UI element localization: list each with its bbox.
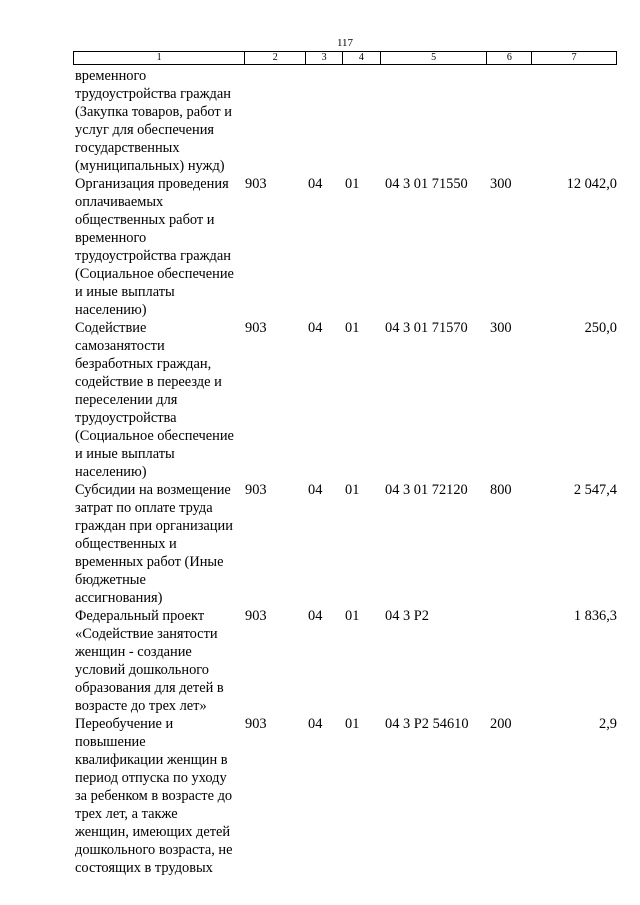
row-col-3: 04	[308, 320, 323, 336]
row-col-7: 250,0	[584, 320, 617, 336]
table-body	[73, 67, 617, 877]
row-col-4: 01	[345, 716, 360, 732]
table-row	[73, 715, 617, 877]
page-number: 117	[336, 37, 354, 49]
row-col-5: 04 3 01 71570	[385, 320, 468, 336]
row-col-5	[381, 67, 488, 175]
row-col-7: 1 836,3	[573, 608, 617, 624]
row-name: временного трудоустройства граждан (Закупка товаров, работ и услуг для обеспечения государственных (муниципальных) нужд)	[75, 68, 232, 174]
row-name: Содействие самозанятости безработных граждан, содействие в переезде и переселении для трудоустройства (Социальное обеспечение и иные выплаты населению)	[75, 320, 234, 480]
row-col-6: 300	[490, 320, 512, 336]
row-col-4: 01	[345, 320, 360, 336]
header-col-6: 6	[487, 52, 532, 64]
row-col-2: 903	[245, 608, 267, 624]
row-col-2	[245, 67, 306, 175]
row-col-7: 12 042,0	[566, 176, 617, 192]
table-row	[73, 175, 617, 319]
row-col-6: 200	[490, 716, 512, 732]
header-col-5: 5	[381, 52, 488, 64]
row-col-5: 04 3 01 71550	[385, 176, 468, 192]
row-col-5: 04 3 01 72120	[385, 482, 468, 498]
header-col-4: 4	[343, 52, 381, 64]
row-col-6	[488, 607, 533, 715]
row-col-2: 903	[245, 320, 267, 336]
row-col-4: 01	[345, 608, 360, 624]
row-col-5: 04 3 P2	[385, 608, 429, 624]
header-col-2: 2	[245, 52, 306, 64]
row-col-2: 903	[245, 176, 267, 192]
row-col-2: 903	[245, 482, 267, 498]
row-col-6: 300	[490, 176, 512, 192]
table-row	[73, 481, 617, 607]
row-name: Переобучение и повышение квалификации женщин в период отпуска по уходу за ребенком в возрасте до трех лет, а также женщин, имеющих детей дошкольного возраста, не состоящих в трудовых	[75, 716, 233, 876]
row-col-3: 04	[308, 176, 323, 192]
row-col-4	[343, 67, 381, 175]
table-row	[73, 319, 617, 481]
row-col-3	[306, 67, 343, 175]
row-col-2: 903	[245, 716, 267, 732]
row-name: Федеральный проект «Содействие занятости женщин - создание условий дошкольного образования для детей в возрасте до трех лет»	[75, 608, 224, 714]
row-col-4: 01	[345, 176, 360, 192]
header-col-7: 7	[571, 52, 577, 63]
row-col-5: 04 3 P2 54610	[385, 716, 469, 732]
table-row	[73, 67, 617, 175]
row-col-6	[488, 67, 533, 175]
row-col-4: 01	[345, 482, 360, 498]
row-col-7: 2,9	[599, 716, 617, 732]
row-col-3: 04	[308, 716, 323, 732]
header-col-1: 1	[74, 52, 245, 64]
row-col-3: 04	[308, 482, 323, 498]
header-col-3: 3	[306, 52, 343, 64]
table-row	[73, 607, 617, 715]
row-col-7	[533, 67, 617, 175]
row-name: Субсидии на возмещение затрат по оплате труда граждан при организации общественных и временных работ (Иные бюджетные ассигнования)	[75, 482, 233, 606]
row-col-6: 800	[490, 482, 512, 498]
row-col-3: 04	[308, 608, 323, 624]
row-name: Организация проведения оплачиваемых общественных работ и временного трудоустройства граждан (Социальное обеспечение и иные выплаты населению)	[75, 176, 234, 318]
table-header	[73, 51, 617, 65]
row-col-7: 2 547,4	[573, 482, 617, 498]
